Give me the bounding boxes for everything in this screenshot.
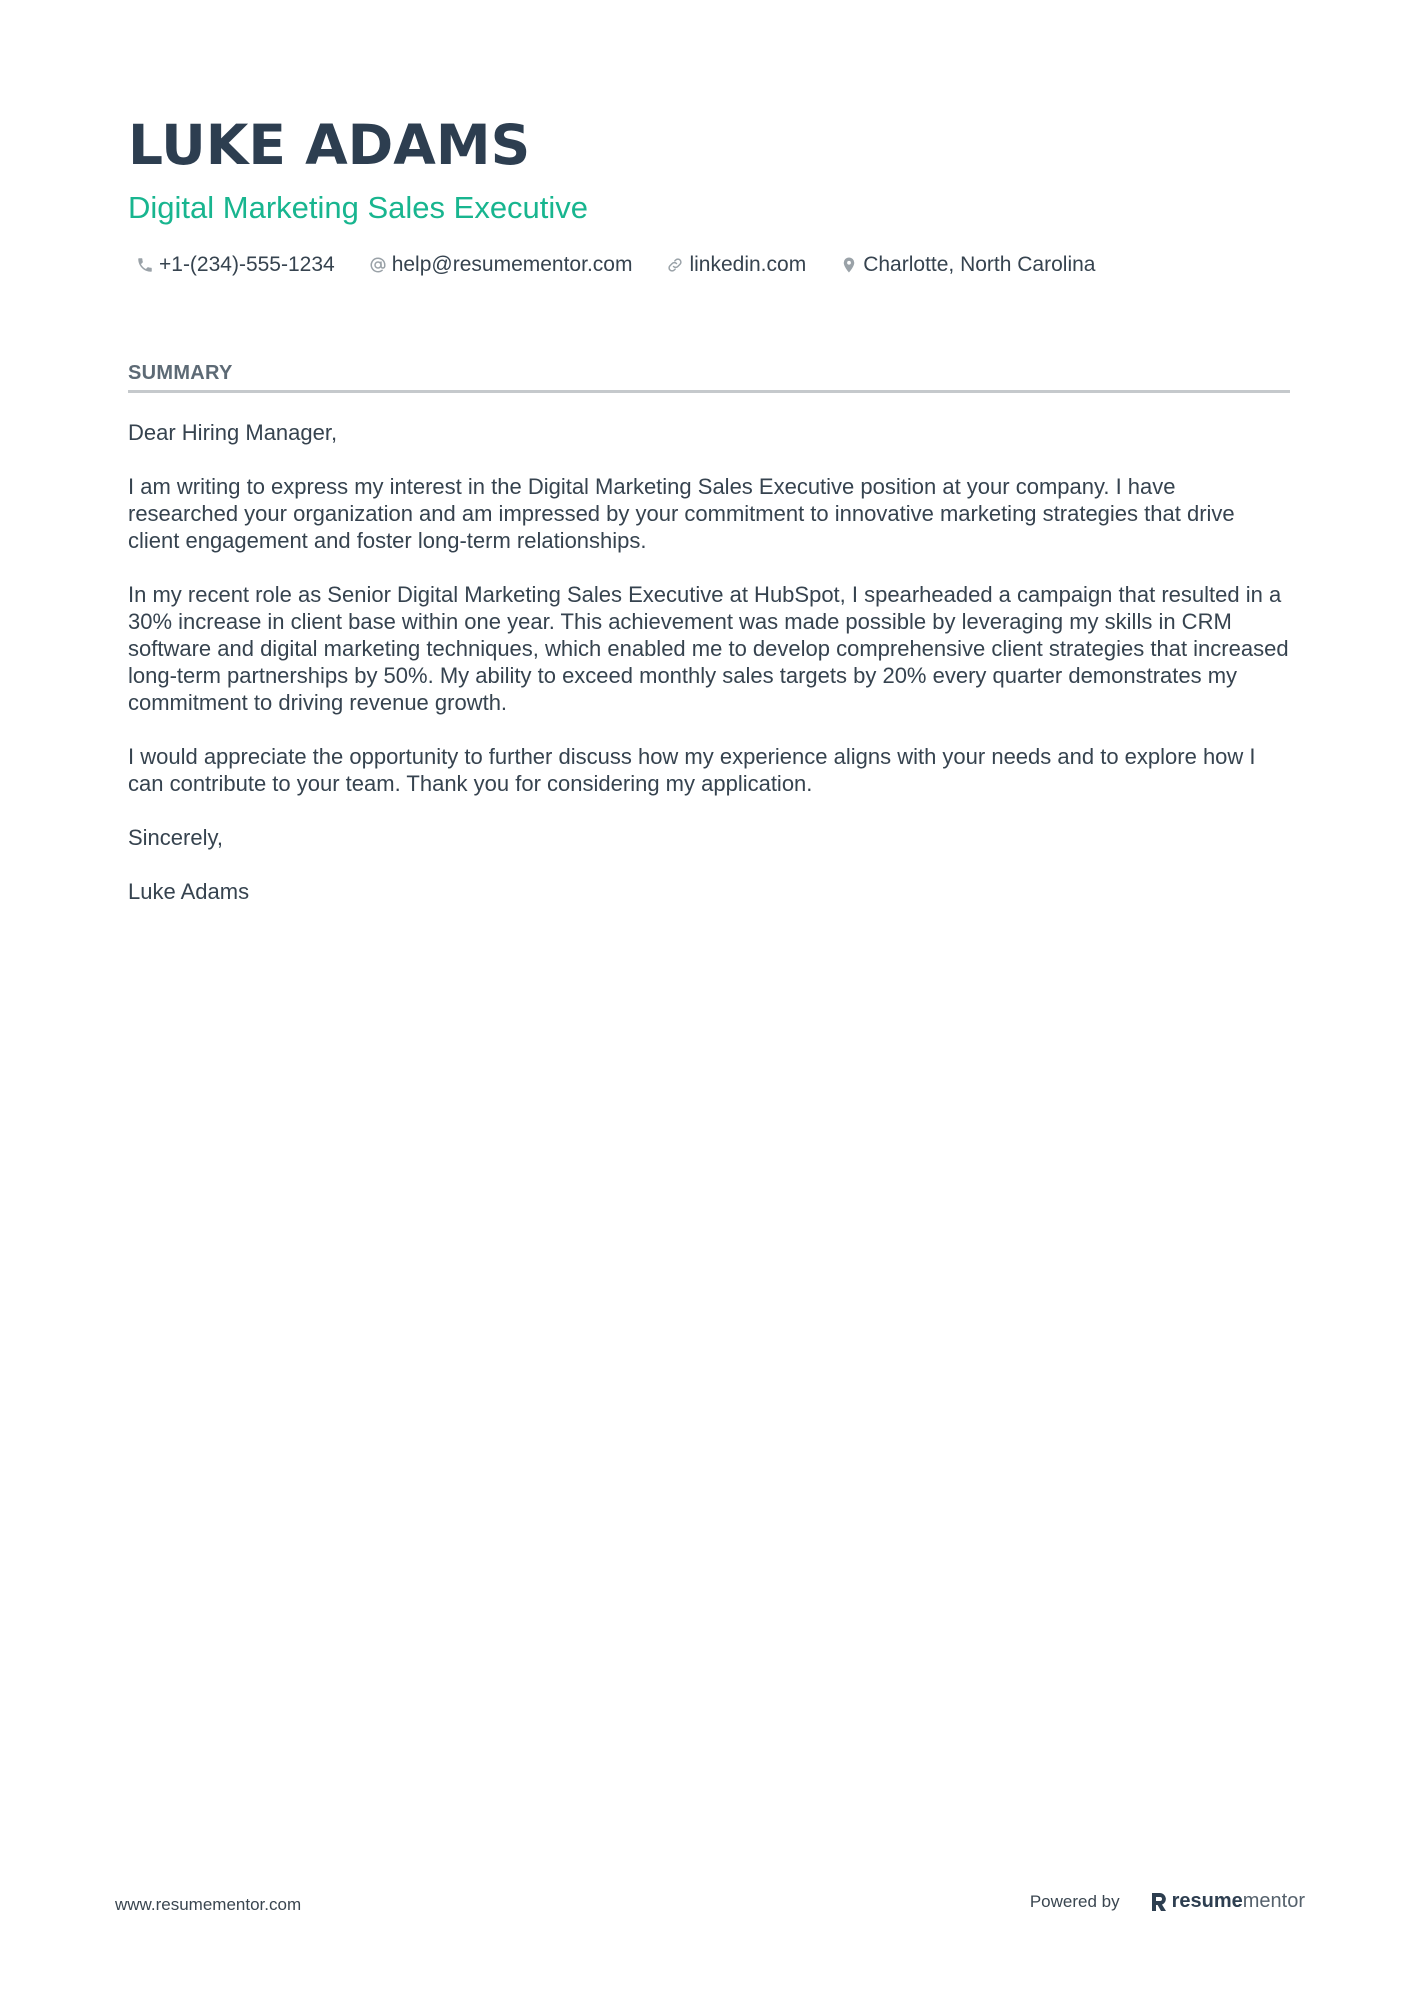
letter-closing: Sincerely, [128, 825, 223, 850]
link-icon [666, 256, 684, 274]
summary-section [128, 360, 1290, 932]
letter-signature: Luke Adams [128, 879, 250, 904]
phone-icon [136, 256, 154, 274]
letter-body [128, 419, 1290, 905]
contact-row [128, 250, 1288, 280]
candidate-name: LUKE ADAMS [128, 113, 531, 177]
letter-paragraph: I am writing to express my interest in the Digital Marketing Sales Executive position at your company. I have researched your organization and am impressed by your commitment to innovative marketing strategies that drive client engagement and foster long-term relationships. [128, 474, 1235, 553]
contact-location-text: Charlotte, North Carolina [863, 253, 1096, 276]
job-title: Digital Marketing Sales Executive [128, 190, 589, 225]
contact-phone [128, 253, 335, 277]
section-heading-summary: SUMMARY [128, 360, 1290, 393]
contact-email[interactable] [361, 253, 633, 277]
resumementor-logo-icon [1150, 1891, 1168, 1913]
contact-website[interactable] [658, 253, 806, 277]
contact-location [832, 253, 1095, 277]
contact-email-text[interactable]: help@resumementor.com [391, 253, 633, 276]
map-pin-icon [840, 256, 858, 274]
contact-phone-text: +1-(234)-555-1234 [159, 253, 335, 276]
brand-logo[interactable] [1150, 1890, 1305, 1913]
brand-name-bold: resume [1171, 1890, 1243, 1912]
letter-paragraph: In my recent role as Senior Digital Marketing Sales Executive at HubSpot, I spearheaded a campaign that resulted in a 30% increase in client base within one year. This achievement was made possible by leveraging my skills in CRM software and digital marketing techniques, which enabled me to develop comprehensive client strategies that increased long-term partnerships by 50%. My ability to exceed monthly sales targets by 20% every quarter demonstrates my commitment to driving revenue growth. [128, 582, 1289, 715]
footer-branding [1030, 1890, 1305, 1913]
letter-greeting: Dear Hiring Manager, [128, 420, 338, 445]
footer-website[interactable]: www.resumementor.com [115, 1895, 302, 1914]
powered-by-label: Powered by [1029, 1891, 1120, 1911]
header [128, 110, 1288, 280]
contact-website-text[interactable]: linkedin.com [689, 253, 807, 276]
letter-paragraph: I would appreciate the opportunity to further discuss how my experience aligns with your needs and to explore how I can contribute to your team. Thank you for considering my application. [128, 744, 1256, 796]
brand-name-light: mentor [1242, 1890, 1305, 1912]
at-icon [369, 256, 387, 274]
